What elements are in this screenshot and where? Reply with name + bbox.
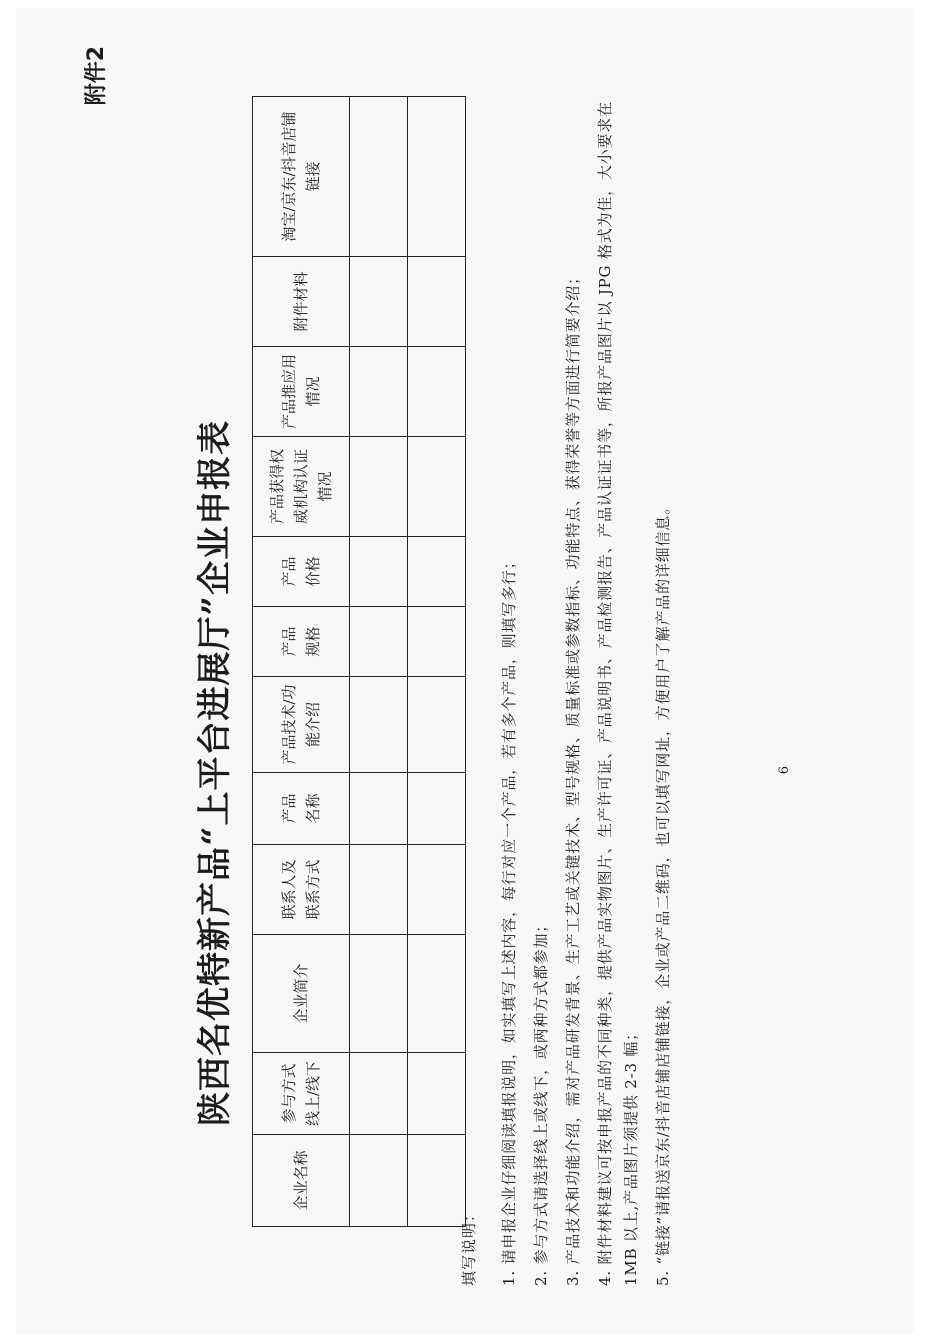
table-cell[interactable] [350,607,408,677]
table-cell[interactable] [350,1135,408,1227]
instruction-item-4: 4. 附件材料建议可按申报产品的不同种类，提供产品实物图片、生产许可证、产品说明书、产品检测报告、产品认证证书等，所报产品图片以 JPG 格式为佳，大小要求在 1MB 以上,产品图片须提供 2-3 幅； [596,101,640,1286]
application-form-table [252,96,466,1227]
instruction-item-2: 2. 参与方式请选择线上或线下，或两种方式都参加； [532,916,550,1286]
header-label: 产品 规格 [280,626,322,657]
header-label: 联系人及 联系方式 [280,859,322,920]
header-store-link [253,97,350,257]
header-label: 参与方式 线上/线下 [280,1060,322,1127]
header-product-name [253,773,350,845]
header-label: 产品推应用 情况 [280,354,322,430]
header-label: 淘宝/京东/抖音店铺 链接 [280,111,322,242]
instructions-heading: 填写说明： [460,1205,478,1286]
table-cell[interactable] [350,537,408,607]
table-cell[interactable] [350,677,408,773]
table-row [350,97,408,1227]
rotated-page-content [76,26,796,1316]
header-label: 企业名称 [292,1150,310,1211]
attachment-label: 附件2 [84,46,109,106]
header-certification [253,437,350,537]
filling-instructions [456,86,756,1286]
header-company-intro [253,935,350,1053]
table-cell[interactable] [350,97,408,257]
table-cell[interactable] [350,347,408,437]
table-header-row [253,97,350,1227]
header-label: 附件材料 [292,271,310,332]
scan-border-top [0,0,944,8]
scan-border-right [914,0,944,1337]
header-label: 产品 价格 [280,556,322,587]
header-participation [253,1053,350,1135]
page-title: 陕西名优特新产品“上平台进展厅”企业申报表 [195,419,235,1126]
table-cell[interactable] [350,773,408,845]
header-company-name [253,1135,350,1227]
header-attachments [253,257,350,347]
instruction-item-3: 3. 产品技术和功能介绍，需对产品研发背景、生产工艺或关键技术、型号规格、质量标准或参数指标、功能特点、获得荣誉等方面进行简要介绍； [564,269,582,1286]
scan-border-left [0,0,14,1337]
header-product-spec [253,607,350,677]
header-contact [253,845,350,935]
header-label: 产品获得权 威机构认证 情况 [268,449,334,525]
table-cell[interactable] [350,845,408,935]
header-label: 产品技术/功 能介绍 [280,684,322,765]
instruction-item-5: 5. “链接”请报送京东/抖音店铺店铺链接，企业或产品二维码，也可以填写网址，方便用户了解产品的详细信息。 [654,499,672,1286]
header-label: 企业简介 [292,963,310,1024]
instruction-item-1: 1. 请申报企业仔细阅读填报说明，如实填写上述内容，每行对应一个产品，若有多个产品，则填写多行； [500,553,518,1286]
header-label: 产品 名称 [280,793,322,824]
header-application [253,347,350,437]
table-cell[interactable] [350,1053,408,1135]
table-cell[interactable] [350,257,408,347]
header-product-tech [253,677,350,773]
table-cell[interactable] [350,935,408,1053]
header-product-price [253,537,350,607]
scanned-sheet [16,8,914,1333]
page-number: 6 [777,766,792,775]
table-cell[interactable] [350,437,408,537]
